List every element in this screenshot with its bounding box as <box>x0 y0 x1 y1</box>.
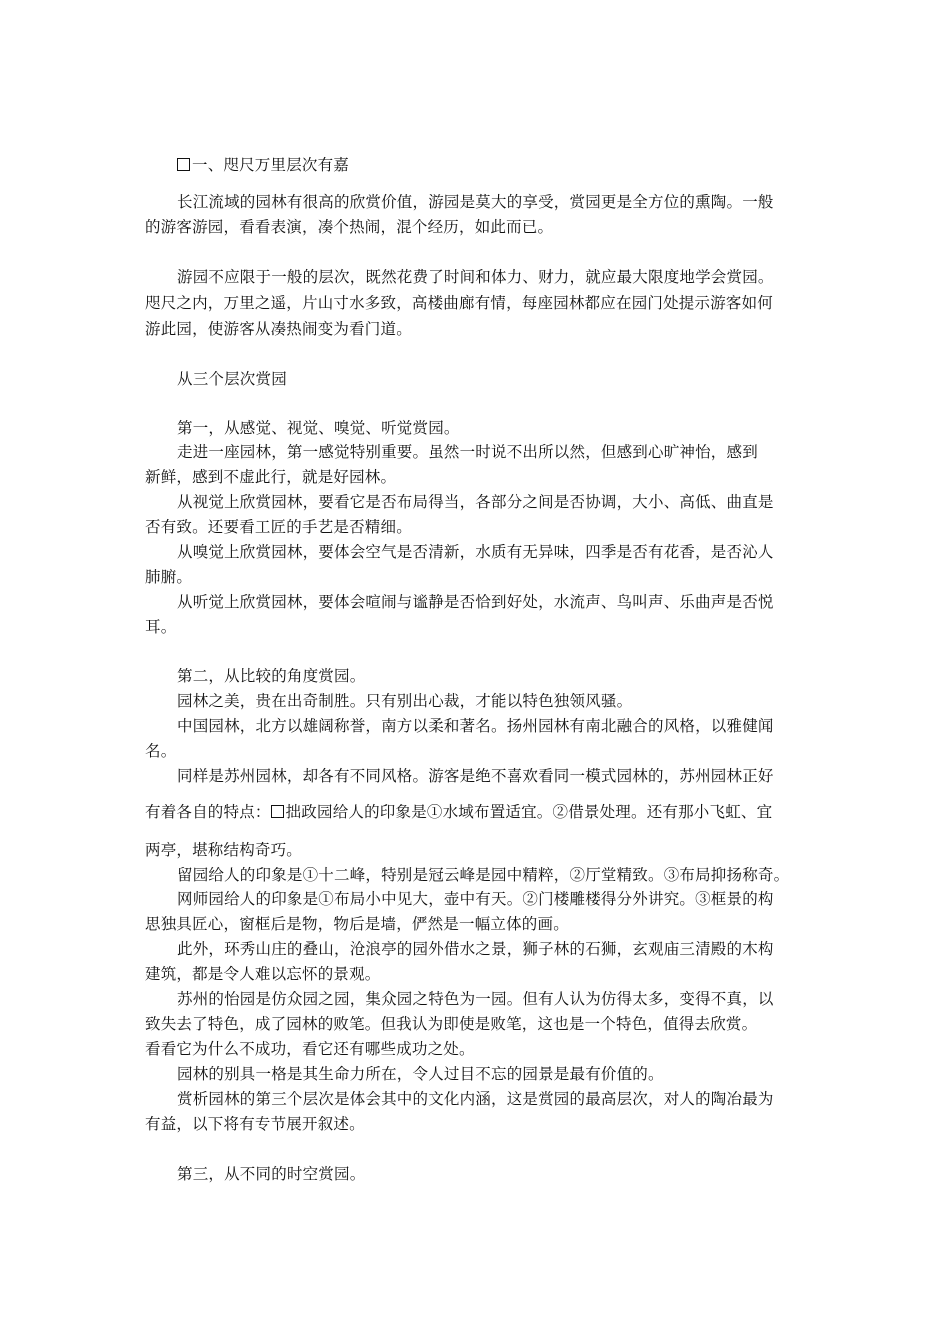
text-line: 有益，以下将有专节展开叙述。 <box>145 1115 365 1133</box>
text-line: 第二，从比较的角度赏园。 <box>177 667 366 685</box>
text-line: 走进一座园林，第一感觉特别重要。虽然一时说不出所以然，但感到心旷神怡，感到 <box>177 443 758 461</box>
text-line: 看看它为什么不成功，看它还有哪些成功之处。 <box>145 1040 475 1058</box>
text-line: 游此园，使游客从凑热闹变为看门道。 <box>145 320 412 338</box>
text-line: 新鲜，感到不虚此行，就是好园林。 <box>145 468 397 486</box>
text-line: 两亭，堪称结构奇巧。 <box>145 841 303 859</box>
text-line: 游园不应限于一般的层次，既然花费了时间和体力、财力，就应最大限度地学会赏园。 <box>177 268 774 286</box>
text-line: 赏析园林的第三个层次是体会其中的文化内涵，这是赏园的最高层次，对人的陶冶最为 <box>177 1090 774 1108</box>
text-line: 园林之美，贵在出奇制胜。只有别出心裁，才能以特色独领风骚。 <box>177 692 633 710</box>
text-line: 思独具匠心，窗框后是物，物后是墙，俨然是一幅立体的画。 <box>145 915 569 933</box>
text-line: 从听觉上欣赏园林，要体会喧闹与谧静是否恰到好处，水流声、鸟叫声、乐曲声是否悦 <box>177 593 774 611</box>
text-line: 同样是苏州园林，却各有不同风格。游客是绝不喜欢看同一模式园林的，苏州园林正好 <box>177 767 774 785</box>
text-line: 长江流域的园林有很高的欣赏价值，游园是莫大的享受，赏园更是全方位的熏陶。一般 <box>177 193 774 211</box>
checkbox-icon <box>271 805 284 818</box>
text-line: 致失去了特色，成了园林的败笔。但我认为即使是败笔，这也是一个特色，值得去欣赏。 <box>145 1015 758 1033</box>
section-heading: 一、咫尺万里层次有嘉 <box>177 153 847 177</box>
text-line: 第三，从不同的时空赏园。 <box>177 1165 366 1183</box>
text-line: 有着各自的特点： 拙政园给人的印象是①水域布置适宜。②借景处理。还有那小飞虹、宜 <box>145 803 773 821</box>
text-line: 园林的别具一格是其生命力所在，令人过目不忘的园景是最有价值的。 <box>177 1065 664 1083</box>
text-line: 肺腑。 <box>145 568 193 586</box>
checkbox-icon <box>177 158 190 171</box>
text-line: 从视觉上欣赏园林，要看它是否布局得当，各部分之间是否协调，大小、高低、曲直是 <box>177 493 774 511</box>
text-line: 名。 <box>145 742 177 760</box>
subheading: 从三个层次赏园 <box>177 370 287 388</box>
text-line: 第一，从感觉、视觉、嗅觉、听觉赏园。 <box>177 419 460 437</box>
text-line: 否有致。还要看工匠的手艺是否精细。 <box>145 518 412 536</box>
text-line: 建筑，都是令人难以忘怀的景观。 <box>145 965 381 983</box>
text-line: 的游客游园，看看表演，凑个热闹，混个经历，如此而已。 <box>145 218 554 236</box>
text-line: 留园给人的印象是①十二峰，特别是冠云峰是园中精粹，②厅堂精致。③布局抑扬称奇。 <box>177 866 790 884</box>
text-line: 此外，环秀山庄的叠山，沧浪亭的园外借水之景，狮子林的石狮，玄观庙三清殿的木构 <box>177 940 774 958</box>
text-line: 从嗅觉上欣赏园林，要体会空气是否清新，水质有无异味，四季是否有花香，是否沁人 <box>177 543 774 561</box>
text-line: 中国园林，北方以雄阔称誉，南方以柔和著名。扬州园林有南北融合的风格，以雅健闻 <box>177 717 774 735</box>
text-line: 网师园给人的印象是①布局小中见大，壶中有天。②门楼雕楼得分外讲究。③框景的构 <box>177 890 774 908</box>
text-line: 咫尺之内，万里之遥，片山寸水多致，高楼曲廊有情，每座园林都应在园门处提示游客如何 <box>145 294 774 312</box>
text-line: 耳。 <box>145 618 177 636</box>
text-line: 苏州的怡园是仿众园之园，集众园之特色为一园。但有人认为仿得太多，变得不真，以 <box>177 990 774 1008</box>
